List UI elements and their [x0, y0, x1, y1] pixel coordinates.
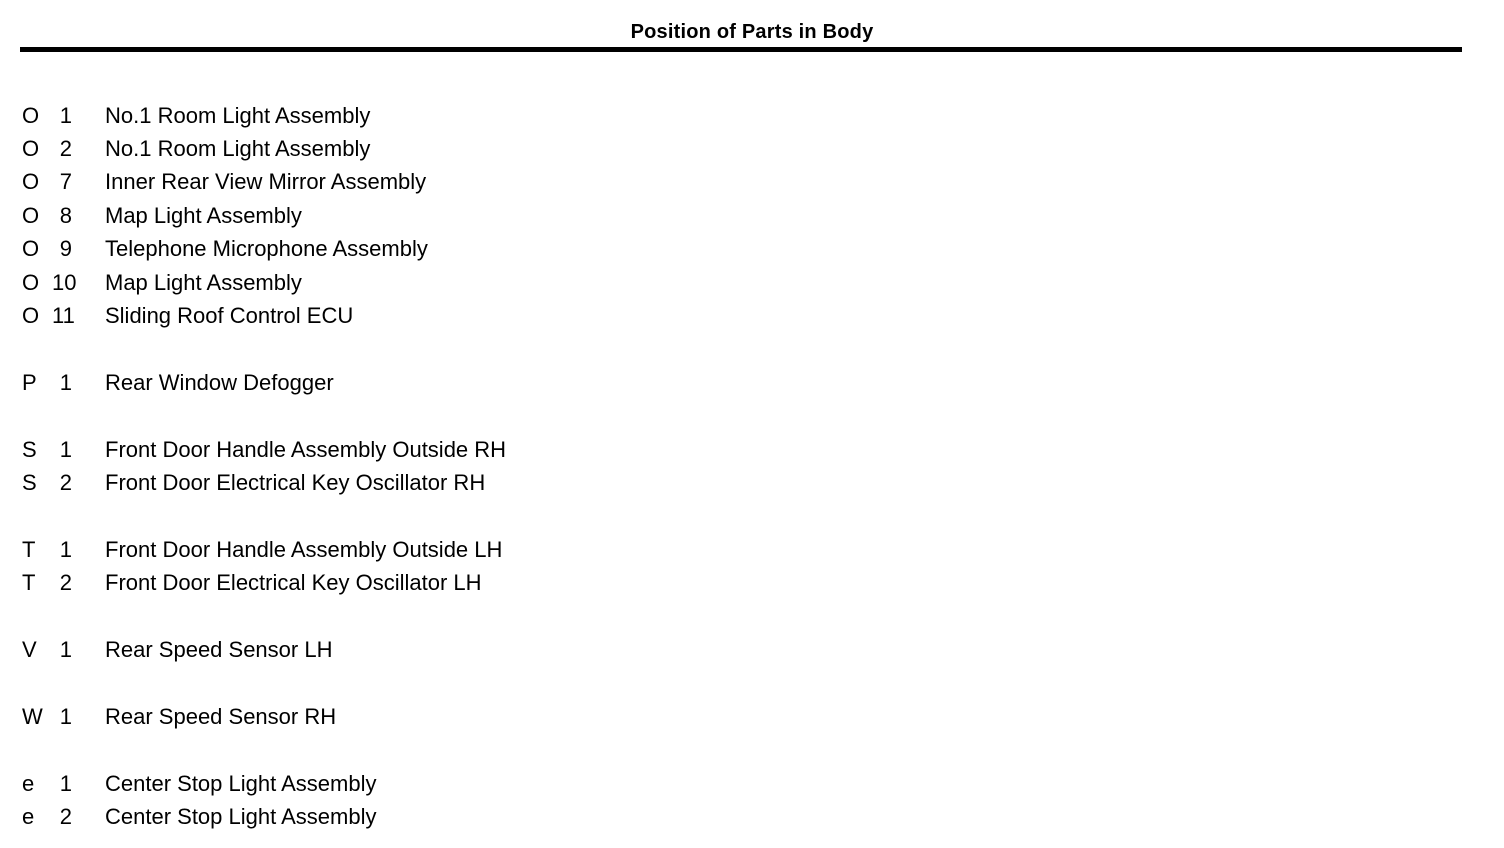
part-number: 1 [59, 703, 72, 729]
part-row [22, 566, 1504, 599]
part-number: 1 [59, 369, 72, 395]
part-name: Center Stop Light Assembly [105, 803, 377, 829]
part-code: O [22, 136, 40, 162]
part-number: 2 [59, 803, 72, 829]
part-row [22, 266, 1504, 299]
part-code: T [22, 536, 36, 562]
page-title: Position of Parts in Body [630, 21, 874, 43]
part-name: No.1 Room Light Assembly [105, 136, 371, 162]
part-row [22, 800, 1504, 833]
part-number: 1 [59, 536, 72, 562]
part-number: 1 [59, 636, 72, 662]
part-number: 2 [59, 570, 72, 596]
part-code: O [22, 269, 40, 295]
part-code: O [22, 102, 40, 128]
part-number: 2 [59, 469, 72, 495]
part-name: Front Door Handle Assembly Outside RH [105, 436, 507, 462]
part-name: No.1 Room Light Assembly [105, 102, 371, 128]
part-code: S [22, 469, 37, 495]
part-code: W [22, 703, 43, 729]
part-number: 7 [59, 169, 72, 195]
parts-group [22, 433, 1504, 500]
part-name: Front Door Handle Assembly Outside LH [105, 536, 503, 562]
part-row [22, 166, 1504, 199]
parts-group [22, 366, 1504, 399]
part-name: Front Door Electrical Key Oscillator LH [105, 570, 482, 596]
part-row [22, 700, 1504, 733]
parts-group [22, 533, 1504, 600]
parts-group [22, 767, 1504, 834]
parts-group [22, 700, 1504, 733]
part-number: 8 [59, 202, 72, 228]
part-row [22, 433, 1504, 466]
part-code: T [22, 570, 36, 596]
part-number: 11 [52, 303, 75, 329]
part-row [22, 767, 1504, 800]
part-number: 1 [59, 770, 72, 796]
part-code: O [22, 236, 40, 262]
part-row [22, 466, 1504, 499]
part-number: 10 [52, 269, 77, 295]
part-code: O [22, 202, 40, 228]
part-number: 1 [59, 436, 72, 462]
part-number: 1 [59, 102, 72, 128]
part-code: e [22, 770, 35, 796]
part-name: Rear Window Defogger [105, 369, 334, 395]
part-name: Center Stop Light Assembly [105, 770, 377, 796]
part-code: e [22, 803, 35, 829]
part-name: Inner Rear View Mirror Assembly [105, 169, 427, 195]
part-name: Rear Speed Sensor LH [105, 636, 333, 662]
part-name: Sliding Roof Control ECU [105, 303, 354, 329]
part-row [22, 99, 1504, 132]
parts-group [22, 633, 1504, 666]
part-code: S [22, 436, 37, 462]
part-name: Map Light Assembly [105, 269, 302, 295]
part-code: O [22, 303, 40, 329]
part-row [22, 199, 1504, 232]
part-row [22, 633, 1504, 666]
part-name: Telephone Microphone Assembly [105, 236, 428, 262]
part-name: Rear Speed Sensor RH [105, 703, 337, 729]
parts-list [22, 99, 1504, 834]
part-row [22, 233, 1504, 266]
part-number: 2 [59, 136, 72, 162]
part-name: Map Light Assembly [105, 202, 302, 228]
part-code: O [22, 169, 40, 195]
part-row [22, 299, 1504, 332]
part-code: V [22, 636, 37, 662]
part-number: 9 [59, 236, 72, 262]
part-name: Front Door Electrical Key Oscillator RH [105, 469, 486, 495]
parts-group [22, 99, 1504, 333]
part-row [22, 132, 1504, 165]
part-row [22, 366, 1504, 399]
part-code: P [22, 369, 37, 395]
part-row [22, 533, 1504, 566]
title-rule [20, 47, 1462, 52]
